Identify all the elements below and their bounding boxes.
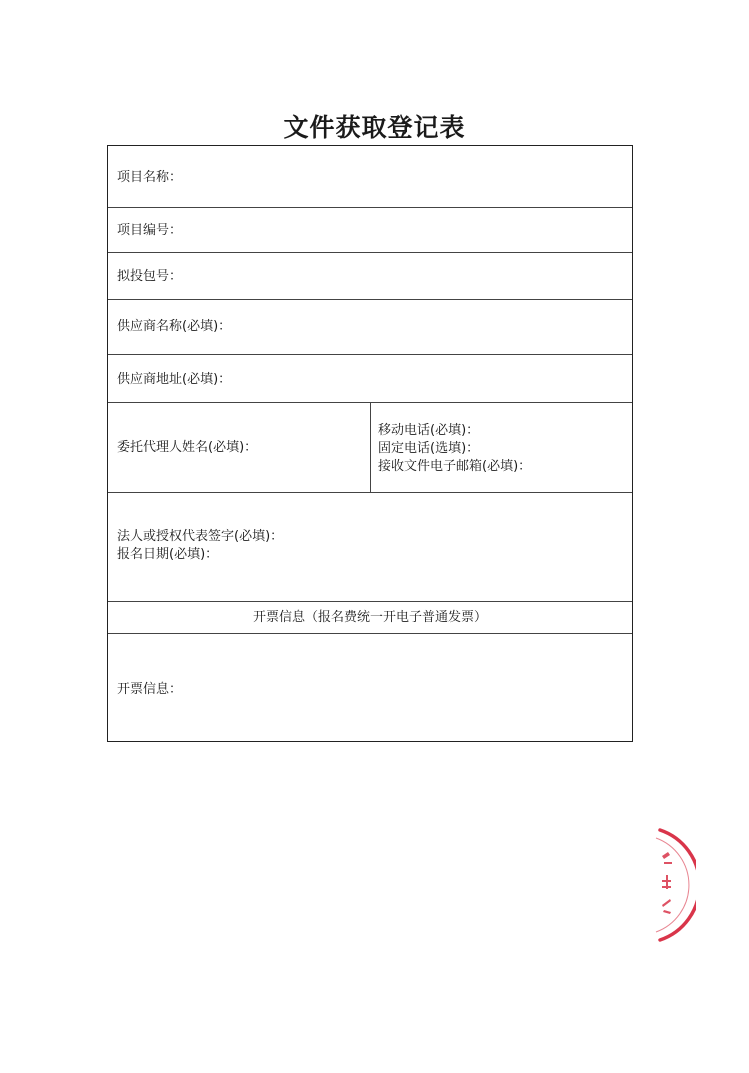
row-invoice-info xyxy=(108,634,632,742)
row-package-no xyxy=(108,253,632,300)
landline-label[interactable]: 固定电话(选填)： xyxy=(378,441,480,456)
row-project-no xyxy=(108,208,632,253)
supplier-name-label[interactable]: 供应商名称(必填)： xyxy=(117,319,232,334)
column-divider xyxy=(370,403,371,492)
invoice-header-text: 开票信息（报名费统一开电子普通发票） xyxy=(252,610,487,625)
row-supplier-name xyxy=(108,300,632,355)
page-title: 文件获取登记表 xyxy=(283,113,466,142)
email-label[interactable]: 接收文件电子邮箱(必填)： xyxy=(378,459,532,474)
package-no-label[interactable]: 拟投包号： xyxy=(117,269,183,284)
row-supplier-address xyxy=(108,355,632,403)
row-agent-contact xyxy=(108,403,632,493)
invoice-info-label[interactable]: 开票信息： xyxy=(117,682,183,697)
mobile-label[interactable]: 移动电话(必填)： xyxy=(378,423,480,438)
red-seal-stamp xyxy=(626,820,696,950)
agent-name-label[interactable]: 委托代理人姓名(必填)： xyxy=(117,440,258,455)
row-project-name xyxy=(108,146,632,208)
row-signature-date xyxy=(108,493,632,602)
seal-characters xyxy=(662,852,672,914)
seal-arc-inner xyxy=(656,838,689,932)
registration-form xyxy=(107,145,633,742)
row-invoice-header xyxy=(108,602,632,634)
supplier-address-label[interactable]: 供应商地址(必填)： xyxy=(117,372,232,387)
project-name-label[interactable]: 项目名称： xyxy=(117,170,183,185)
reg-date-label[interactable]: 报名日期(必填)： xyxy=(117,547,219,562)
project-no-label[interactable]: 项目编号： xyxy=(117,223,183,238)
signature-label[interactable]: 法人或授权代表签字(必填)： xyxy=(117,529,284,544)
seal-arc xyxy=(660,830,696,940)
